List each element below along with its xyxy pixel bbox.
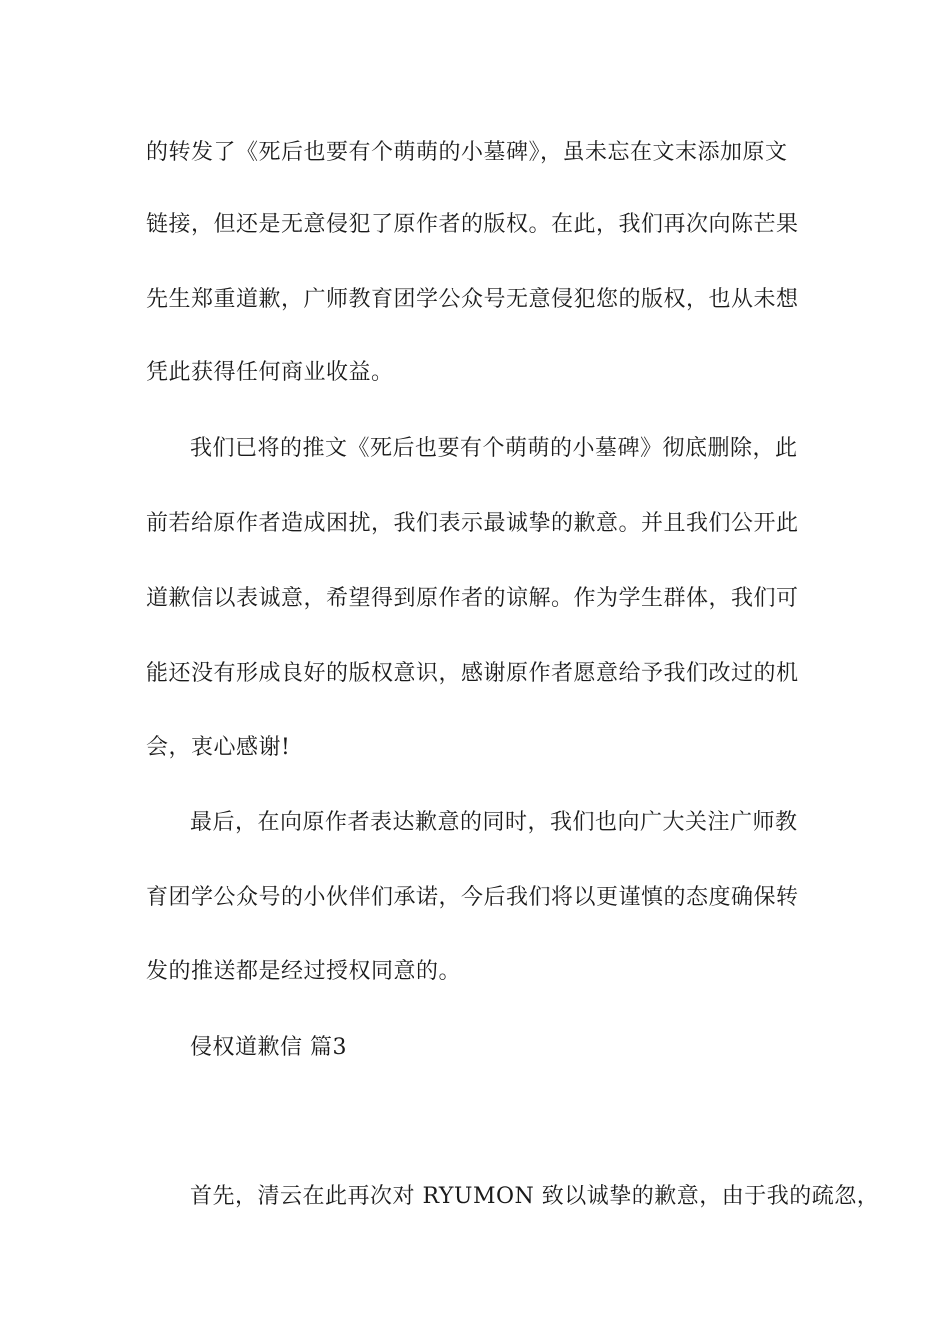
section-heading: 侵权道歉信 篇3: [190, 1035, 347, 1060]
paragraph-1-line-3: 先生郑重道歉，广师教育团学公众号无意侵犯您的版权，也从未想: [146, 287, 799, 312]
paragraph-2-line-2: 前若给原作者造成困扰，我们表示最诚挚的歉意。并且我们公开此: [146, 511, 799, 536]
paragraph-4-line-1: 首先，清云在此再次对 RYUMON 致以诚挚的歉意，由于我的疏忽，: [190, 1184, 880, 1209]
paragraph-2-line-4: 能还没有形成良好的版权意识，感谢原作者愿意给予我们改过的机: [146, 661, 799, 686]
paragraph-1-line-2: 链接，但还是无意侵犯了原作者的版权。在此，我们再次向陈芒果: [146, 212, 799, 237]
paragraph-1-line-4: 凭此获得任何商业收益。: [146, 360, 394, 385]
paragraph-3-line-3: 发的推送都是经过授权同意的。: [146, 959, 462, 984]
paragraph-3-line-2: 育团学公众号的小伙伴们承诺，今后我们将以更谨慎的态度确保转: [146, 885, 799, 910]
paragraph-2-line-1: 我们已将的推文《死后也要有个萌萌的小墓碑》彻底删除，此: [190, 436, 798, 461]
paragraph-1-line-1: 的转发了《死后也要有个萌萌的小墓碑》，虽未忘在文末添加原文: [146, 140, 788, 165]
paragraph-2-line-5: 会，衷心感谢!: [146, 735, 291, 760]
paragraph-2-line-3: 道歉信以表诚意，希望得到原作者的谅解。作为学生群体，我们可: [146, 586, 799, 611]
paragraph-3-line-1: 最后，在向原作者表达歉意的同时，我们也向广大关注广师教: [190, 810, 798, 835]
